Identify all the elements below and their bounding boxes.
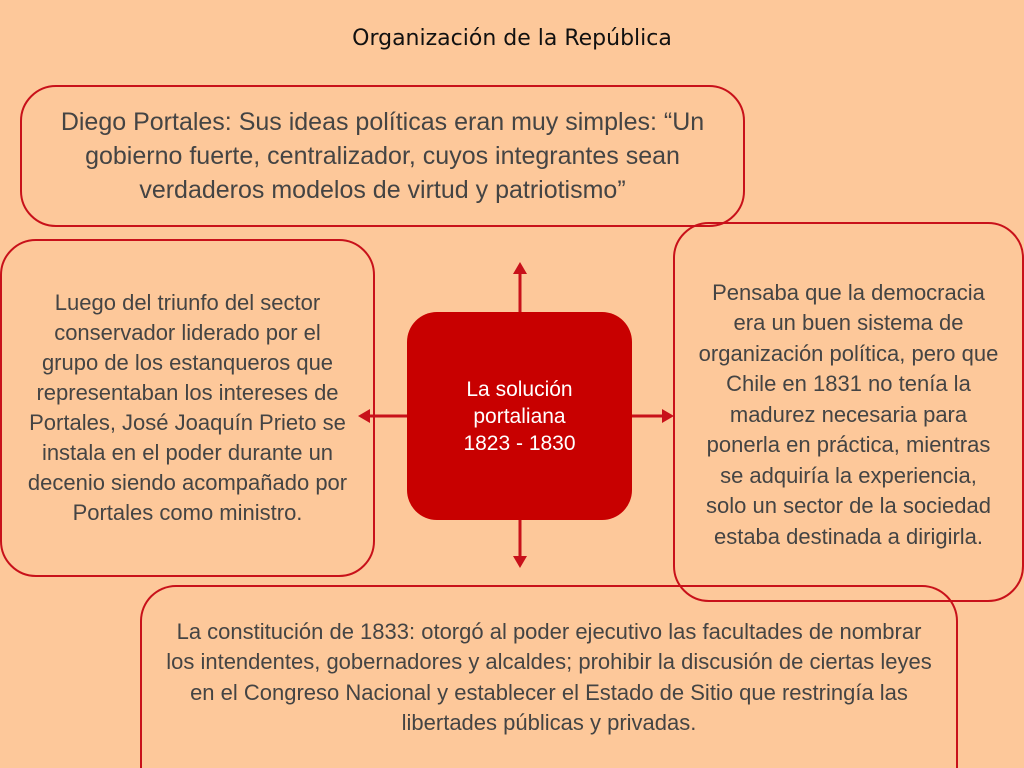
constitution-1833-text: La constitución de 1833: otorgó al poder ejecutivo las facultades de nombrar los intendentes, gobernadores y alcaldes; prohibir la discusión de ciertas leyes en el Congreso Nacional y establecer el Estado de Sitio que restringía las libertades públicas y privadas. [166, 618, 932, 735]
arrow-up-head [513, 262, 527, 274]
center-line-2: portaliana [473, 404, 566, 428]
prieto-government-text: Luego del triunfo del sector conservador liderado por el grupo de los estanqueros que representaban los intereses de Portales, José Joaquín Prieto se instala en el poder durante un decenio siendo acompañado por Portales como ministro. [27, 290, 348, 525]
center-line-3: 1823 - 1830 [463, 431, 576, 455]
central-concept-node [407, 312, 632, 520]
democracy-view-text: Pensaba que la democracia era un buen sistema de organización política, pero que Chile en 1831 no tenía la madurez necesaria para ponerla en práctica, mientras se adquiría la experiencia, solo un sector de la sociedad estaba destinada a dirigirla. [698, 279, 999, 549]
arrow-left-head [358, 409, 370, 423]
arrow-right-head [662, 409, 674, 423]
arrow-down-head [513, 556, 527, 568]
portales-ideas-text: Diego Portales: Sus ideas políticas eran muy simples: “Un gobierno fuerte, centralizador, cuyos integrantes sean verdaderos modelos de virtud y patriotismo” [60, 108, 705, 204]
center-line-1: La solución [466, 377, 573, 401]
page-title: Organización de la República [352, 26, 672, 51]
